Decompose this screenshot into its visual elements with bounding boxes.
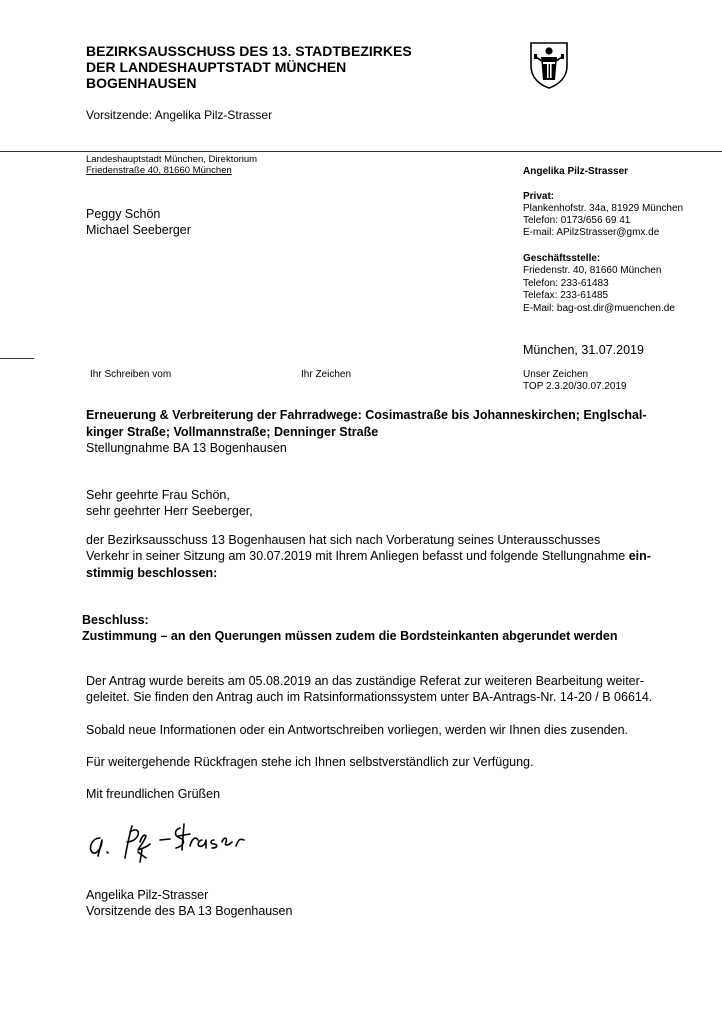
resolution-text: Zustimmung – an den Querungen müssen zudem die Bordsteinkanten abgerundet werden [82,629,618,643]
subject-line-3: Stellungnahme BA 13 Bogenhausen [86,441,287,455]
office-fax: Telefax: 233-61485 [523,290,609,301]
handwritten-signature [80,812,280,872]
paragraph-1-line-1: Der Antrag wurde bereits am 05.08.2019 an das zuständige Referat zur weiteren Bearbeitung weiter- [86,674,644,688]
header-line-1: BEZIRKSAUSSCHUSS DES 13. STADTBEZIRKES [86,43,412,59]
letter-date: München, 31.07.2019 [523,343,644,357]
signature-title: Vorsitzende des BA 13 Bogenhausen [86,904,293,918]
header-divider [0,151,722,152]
intro-line-2-bold: ein- [628,549,651,563]
salutation-line-2: sehr geehrter Herr Seeberger, [86,504,253,518]
recipient-1: Peggy Schön [86,207,161,221]
private-heading: Privat: [523,191,555,202]
closing: Mit freundlichen Grüßen [86,787,221,801]
contact-name: Angelika Pilz-Strasser [523,166,629,177]
our-sign-value: TOP 2.3.20/30.07.2019 [523,381,627,392]
header-line-3: BOGENHAUSEN [86,75,197,91]
subject-line-2: kinger Straße; Vollmannstraße; Denninger Straße [86,425,379,439]
chair-line: Vorsitzende: Angelika Pilz-Strasser [86,108,273,122]
office-address: Friedenstr. 40, 81660 München [523,265,662,276]
intro-line-2 [86,548,651,565]
sender-line-1: Landeshauptstadt München, Direktorium [86,154,258,165]
private-email: E-mail: APilzStrasser@gmx.de [523,227,660,238]
header-line-2: DER LANDESHAUPTSTADT MÜNCHEN [86,59,347,75]
munich-coat-of-arms-icon [528,40,570,90]
paragraph-3: Für weitergehende Rückfragen stehe ich Ihnen selbstverständlich zur Verfügung. [86,755,534,769]
your-sign-label: Ihr Zeichen [301,369,352,380]
office-phone: Telefon: 233-61483 [523,278,609,289]
intro-line-1: der Bezirksausschuss 13 Bogenhausen hat sich nach Vorberatung seines Unterausschusses [86,533,601,547]
paragraph-1-line-2: geleitet. Sie finden den Antrag auch im Ratsinformationssystem unter BA-Antrags-Nr. 14-20 / B 06614. [86,690,653,704]
office-heading: Geschäftsstelle: [523,253,601,264]
our-sign-label: Unser Zeichen [523,369,589,380]
intro-line-2-text: Verkehr in seiner Sitzung am 30.07.2019 mit Ihrem Anliegen befasst und folgende Stellungnahme [86,549,629,563]
intro-line-3: stimmig beschlossen: [86,566,218,580]
private-address: Plankenhofstr. 34a, 81929 München [523,203,684,214]
paragraph-2: Sobald neue Informationen oder ein Antwortschreiben vorliegen, werden wir Ihnen dies zusenden. [86,723,629,737]
signature-name: Angelika Pilz-Strasser [86,888,209,902]
subject-line-1: Erneuerung & Verbreiterung der Fahrradwege: Cosimastraße bis Johanneskirchen; Englschal- [86,408,647,422]
salutation-line-1: Sehr geehrte Frau Schön, [86,488,230,502]
private-phone: Telefon: 0173/656 69 41 [523,215,631,226]
recipient-2: Michael Seeberger [86,223,191,237]
your-letter-label: Ihr Schreiben vom [90,369,172,380]
resolution-heading: Beschluss: [82,613,149,627]
sender-line-2: Friedenstraße 40, 81660 München [86,165,232,176]
office-email: E-Mail: bag-ost.dir@muenchen.de [523,303,675,314]
fold-mark [0,358,34,359]
